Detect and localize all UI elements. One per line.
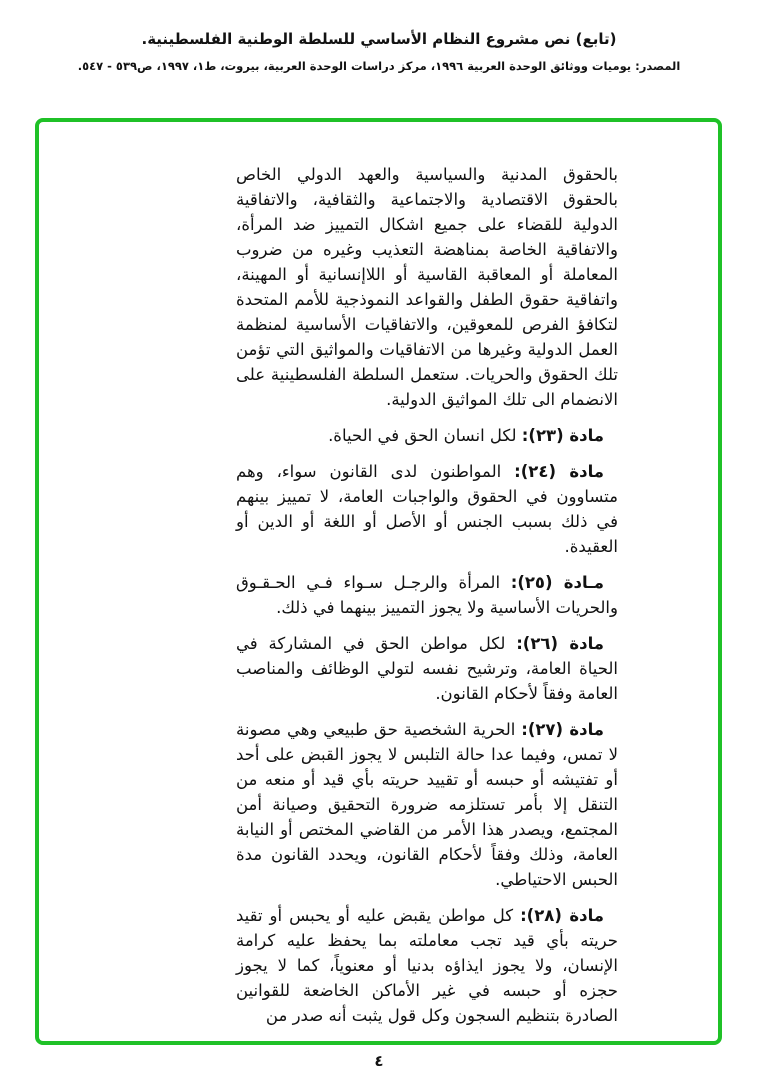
page-number: ٤ <box>374 1052 384 1070</box>
article-text: لكل انسان الحق في الحياة. <box>328 426 517 445</box>
article-label: مادة (٢٤): <box>514 462 605 481</box>
article-paragraph <box>236 903 618 1028</box>
document-header <box>0 0 758 73</box>
source-line: المصدر: يوميات ووثائق الوحدة العربية ١٩٩٦، مركز دراسات الوحدة العربية، بيروت، ط١، ١٩٩٧، ص٥٣٩ - ٥٤٧. <box>77 59 681 73</box>
article-label: مادة (٢٦): <box>516 634 605 653</box>
article-label: مادة (٢٧): <box>521 720 605 739</box>
article-label: مـادة (٢٥): <box>510 573 604 592</box>
article-text: المرأة والرجـل سـواء فـي الحـقـوق والحريات الأساسية ولا يجوز التمييز بينهما في ذلك. <box>236 573 618 617</box>
article-text: كل مواطن يقبض عليه أو يحبس أو تقيد حريته بأي قيد تجب معاملته بما يحفظ عليه كرامة الإنسان، ولا يجوز ايذاؤه بدنيا أو معنوياً، كما لا يجوز حجزه أو حبسه في غير الأماكن الخاضعة للقوانين الصادرة بتنظيم السجون وكل قول يثبت أنه صدر من <box>236 906 618 1025</box>
article-paragraph <box>236 631 618 706</box>
page-title: (تابع) نص مشروع النظام الأساسي للسلطة الوطنية الفلسطينية. <box>141 30 617 48</box>
article-text: الحرية الشخصية حق طبيعي وهي مصونة لا تمس، وفيما عدا حالة التلبس لا يجوز القبض على أحد أو تفتيشه أو حبسه أو تقييد حريته بأي قيد أو منعه من التنقل إلا بأمر تستلزمه ضرورة التحقيق وصيانة أمن المجتمع، ويصدر هذا الأمر من القاضي المختص أو النيابة العامة، وذلك وفقاً لأحكام القانون، ويحدد القانون مدة الحبس الاحتياطي. <box>236 720 618 889</box>
article-text: لكل مواطن الحق في المشاركة في الحياة العامة، وترشيح نفسه لتولي الوظائف والمناصب العامة وفقاً لأحكام القانون. <box>236 634 618 703</box>
article-paragraph <box>236 423 618 448</box>
article-paragraph <box>236 459 618 559</box>
text-column <box>236 162 618 1039</box>
article-text: المواطنون لدى القانون سواء، وهم متساوون في الحقوق والواجبات العامة، لا تمييز بينهم في ذلك بسبب الجنس أو الأصل أو اللغة أو الدين أو العقيدة. <box>236 462 618 556</box>
page-footer <box>0 1052 758 1070</box>
article-paragraph <box>236 717 618 892</box>
content-frame <box>35 118 722 1045</box>
article-label: مادة (٢٣): <box>521 426 604 445</box>
article-label: مادة (٢٨): <box>520 906 605 925</box>
continuation-paragraph: بالحقوق المدنية والسياسية والعهد الدولي الخاص بالحقوق الاقتصادية والاجتماعية والثقافية، والاتفاقية الدولية للقضاء على جميع اشكال التمييز ضد المرأة، والاتفاقية الخاصة بمناهضة التعذيب وغيره من ضروب المعاملة أو المعاقبة القاسية أو اللاإنسانية أو المهينة، واتفاقية حقوق الطفل والقواعد النموذجية للأمم المتحدة لتكافؤ الفرص للمعوقين، والاتفاقيات الأساسية لمنظمة العمل الدولية وغيرها من الاتفاقيات والمواثيق التي تؤمن تلك الحقوق والحريات. ستعمل السلطة الفلسطينية على الانضمام الى تلك المواثيق الدولية. <box>236 165 618 409</box>
article-paragraph <box>236 570 618 620</box>
